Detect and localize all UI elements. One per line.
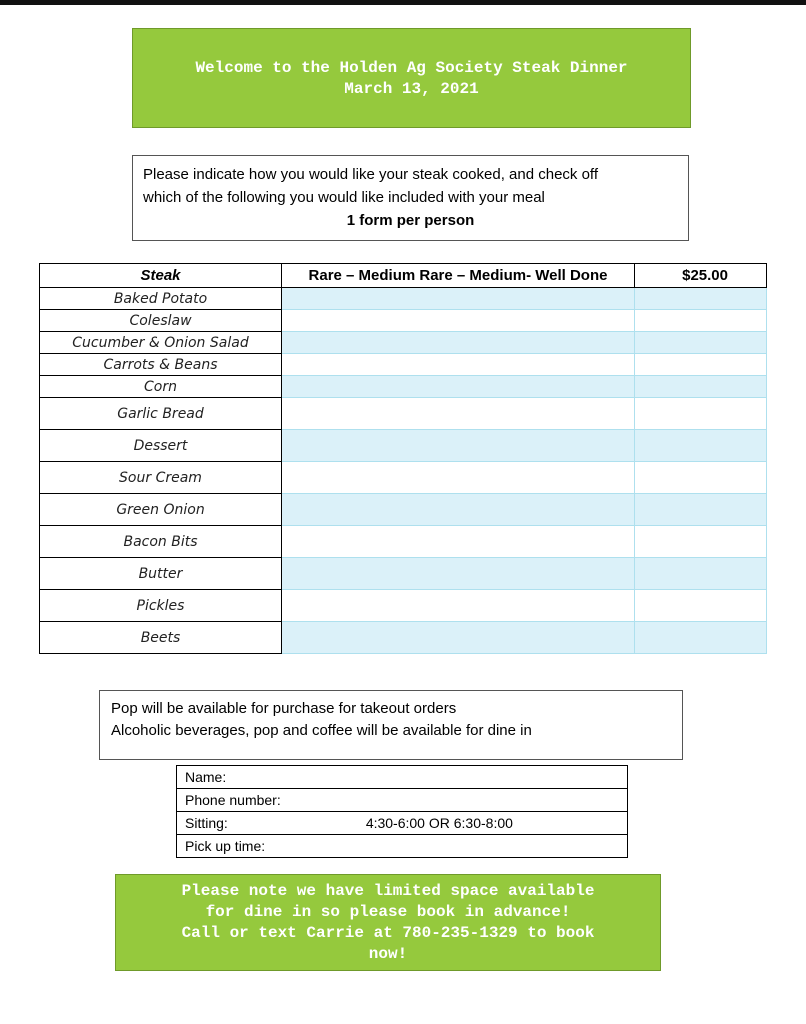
sitting-field[interactable] bbox=[177, 812, 628, 835]
menu-item-label: Baked Potato bbox=[40, 288, 282, 310]
instructions-box bbox=[132, 155, 689, 241]
menu-item-label: Beets bbox=[40, 622, 282, 654]
check-cell[interactable] bbox=[635, 430, 767, 462]
form-row bbox=[177, 789, 628, 812]
sitting-times: 4:30-6:00 OR 6:30-8:00 bbox=[365, 815, 513, 831]
check-cell[interactable] bbox=[635, 590, 767, 622]
selection-cell[interactable] bbox=[282, 288, 635, 310]
menu-row bbox=[40, 332, 767, 354]
form-row bbox=[177, 835, 628, 858]
welcome-title: Welcome to the Holden Ag Society Steak Dinner bbox=[195, 59, 628, 77]
menu-row bbox=[40, 494, 767, 526]
notice-line-2: for dine in so please book in advance! bbox=[205, 903, 571, 921]
menu-row bbox=[40, 398, 767, 430]
check-cell[interactable] bbox=[635, 310, 767, 332]
selection-cell[interactable] bbox=[282, 430, 635, 462]
pickup-time-field[interactable] bbox=[177, 835, 628, 858]
pickup-label: Pick up time: bbox=[185, 838, 266, 854]
menu-item-label: Garlic Bread bbox=[40, 398, 282, 430]
menu-item-label: Cucumber & Onion Salad bbox=[40, 332, 282, 354]
beverage-info-box bbox=[99, 690, 683, 760]
notice-line-4: now! bbox=[368, 945, 408, 963]
menu-row bbox=[40, 462, 767, 494]
name-field[interactable] bbox=[177, 766, 628, 789]
menu-row bbox=[40, 558, 767, 590]
selection-cell[interactable] bbox=[282, 332, 635, 354]
menu-row bbox=[40, 354, 767, 376]
check-cell[interactable] bbox=[635, 462, 767, 494]
notice-line-3: Call or text Carrie at 780-235-1329 to book bbox=[181, 924, 595, 942]
menu-row bbox=[40, 310, 767, 332]
menu-row bbox=[40, 622, 767, 654]
selection-cell[interactable] bbox=[282, 622, 635, 654]
phone-label: Phone number: bbox=[185, 792, 281, 808]
menu-header-row bbox=[40, 264, 767, 288]
instructions-note: 1 form per person bbox=[346, 212, 475, 229]
check-cell[interactable] bbox=[635, 558, 767, 590]
phone-field[interactable] bbox=[177, 789, 628, 812]
instructions-line-1: Please indicate how you would like your steak cooked, and check off bbox=[143, 166, 598, 183]
check-cell[interactable] bbox=[635, 288, 767, 310]
menu-item-label: Coleslaw bbox=[40, 310, 282, 332]
menu-item-label: Dessert bbox=[40, 430, 282, 462]
check-cell[interactable] bbox=[635, 376, 767, 398]
contact-form-table bbox=[176, 765, 628, 858]
selection-cell[interactable] bbox=[282, 526, 635, 558]
menu-row bbox=[40, 288, 767, 310]
takeout-drinks-note: Pop will be available for purchase for takeout orders bbox=[111, 700, 457, 717]
welcome-banner bbox=[132, 28, 691, 128]
menu-item-label: Carrots & Beans bbox=[40, 354, 282, 376]
check-cell[interactable] bbox=[635, 332, 767, 354]
selection-cell[interactable] bbox=[282, 376, 635, 398]
form-row bbox=[177, 766, 628, 789]
menu-row bbox=[40, 376, 767, 398]
selection-cell[interactable] bbox=[282, 558, 635, 590]
steak-header: Steak bbox=[40, 264, 282, 288]
menu-item-label: Pickles bbox=[40, 590, 282, 622]
sitting-label: Sitting: bbox=[185, 815, 228, 831]
dine-in-drinks-note: Alcoholic beverages, pop and coffee will be available for dine in bbox=[111, 722, 532, 739]
menu-row bbox=[40, 526, 767, 558]
form-row bbox=[177, 812, 628, 835]
menu-item-label: Corn bbox=[40, 376, 282, 398]
instructions-line-2: which of the following you would like included with your meal bbox=[143, 189, 545, 206]
top-border bbox=[0, 0, 806, 5]
booking-notice-banner bbox=[115, 874, 661, 971]
menu-row bbox=[40, 590, 767, 622]
event-date: March 13, 2021 bbox=[344, 80, 479, 98]
check-cell[interactable] bbox=[635, 622, 767, 654]
menu-row bbox=[40, 430, 767, 462]
selection-cell[interactable] bbox=[282, 462, 635, 494]
selection-cell[interactable] bbox=[282, 354, 635, 376]
menu-item-label: Bacon Bits bbox=[40, 526, 282, 558]
selection-cell[interactable] bbox=[282, 398, 635, 430]
check-cell[interactable] bbox=[635, 398, 767, 430]
price-header: $25.00 bbox=[635, 264, 767, 288]
check-cell[interactable] bbox=[635, 354, 767, 376]
menu-item-label: Green Onion bbox=[40, 494, 282, 526]
check-cell[interactable] bbox=[635, 494, 767, 526]
menu-order-table bbox=[39, 263, 767, 654]
selection-cell[interactable] bbox=[282, 310, 635, 332]
selection-cell[interactable] bbox=[282, 590, 635, 622]
selection-cell[interactable] bbox=[282, 494, 635, 526]
menu-item-label: Sour Cream bbox=[40, 462, 282, 494]
check-cell[interactable] bbox=[635, 526, 767, 558]
notice-line-1: Please note we have limited space available bbox=[181, 882, 595, 900]
menu-item-label: Butter bbox=[40, 558, 282, 590]
name-label: Name: bbox=[185, 769, 227, 785]
doneness-header: Rare – Medium Rare – Medium- Well Done bbox=[282, 264, 635, 288]
